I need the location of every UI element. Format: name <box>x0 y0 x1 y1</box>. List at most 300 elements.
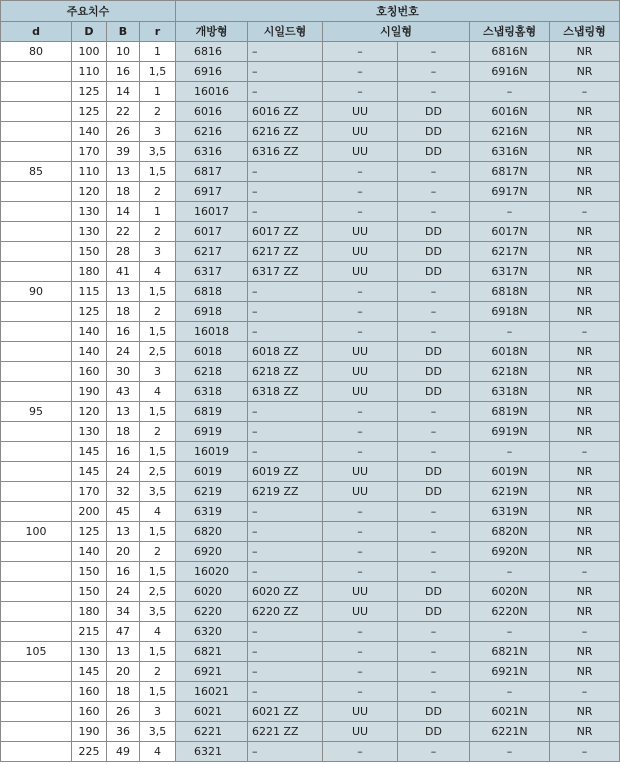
cell-radius-r: 2 <box>140 662 176 682</box>
cell-snap-ring-groove: 6919N <box>470 422 550 442</box>
table-row <box>1 282 620 302</box>
cell-width-b: 45 <box>107 502 140 522</box>
cell-snap-ring: NR <box>550 342 620 362</box>
cell-snap-ring-groove: 6819N <box>470 402 550 422</box>
cell-radius-r: 1,5 <box>140 322 176 342</box>
cell-bore-d <box>1 462 72 482</box>
cell-shield-type: – <box>248 302 323 322</box>
cell-radius-r: 2,5 <box>140 342 176 362</box>
cell-snap-ring: – <box>550 322 620 342</box>
cell-radius-r: 3,5 <box>140 142 176 162</box>
cell-snap-ring: NR <box>550 102 620 122</box>
cell-open-type: 6321 <box>176 742 248 762</box>
cell-bore-d <box>1 222 72 242</box>
main-dimensions-header: 주요치수 <box>1 1 176 22</box>
cell-seal-dd: – <box>398 202 470 222</box>
cell-snap-ring-groove: 6217N <box>470 242 550 262</box>
cell-snap-ring-groove: 6221N <box>470 722 550 742</box>
cell-shield-type: 6216 ZZ <box>248 122 323 142</box>
cell-open-type: 6216 <box>176 122 248 142</box>
cell-seal-uu: UU <box>323 262 398 282</box>
cell-seal-dd: DD <box>398 602 470 622</box>
cell-width-b: 18 <box>107 182 140 202</box>
cell-width-b: 18 <box>107 422 140 442</box>
cell-open-type: 6221 <box>176 722 248 742</box>
cell-bore-d <box>1 362 72 382</box>
cell-seal-dd: – <box>398 322 470 342</box>
cell-seal-dd: – <box>398 282 470 302</box>
cell-shield-type: – <box>248 322 323 342</box>
cell-outer-d: 120 <box>72 182 107 202</box>
cell-radius-r: 1,5 <box>140 62 176 82</box>
cell-snap-ring: – <box>550 82 620 102</box>
cell-snap-ring-groove: 6218N <box>470 362 550 382</box>
cell-snap-ring-groove: – <box>470 682 550 702</box>
cell-width-b: 13 <box>107 522 140 542</box>
cell-shield-type: – <box>248 662 323 682</box>
cell-open-type: 16019 <box>176 442 248 462</box>
cell-width-b: 13 <box>107 162 140 182</box>
cell-radius-r: 2 <box>140 302 176 322</box>
cell-snap-ring-groove: – <box>470 82 550 102</box>
cell-outer-d: 225 <box>72 742 107 762</box>
cell-width-b: 16 <box>107 562 140 582</box>
cell-outer-d: 150 <box>72 582 107 602</box>
cell-bore-d <box>1 602 72 622</box>
cell-radius-r: 1,5 <box>140 562 176 582</box>
cell-shield-type: – <box>248 522 323 542</box>
cell-width-b: 16 <box>107 442 140 462</box>
cell-snap-ring: NR <box>550 42 620 62</box>
cell-shield-type: 6018 ZZ <box>248 342 323 362</box>
cell-width-b: 16 <box>107 62 140 82</box>
cell-outer-d: 190 <box>72 382 107 402</box>
cell-seal-uu: – <box>323 82 398 102</box>
cell-shield-type: 6220 ZZ <box>248 602 323 622</box>
cell-radius-r: 1,5 <box>140 162 176 182</box>
cell-seal-dd: – <box>398 302 470 322</box>
cell-outer-d: 190 <box>72 722 107 742</box>
cell-shield-type: – <box>248 42 323 62</box>
cell-radius-r: 4 <box>140 502 176 522</box>
cell-seal-dd: – <box>398 662 470 682</box>
cell-snap-ring-groove: 6917N <box>470 182 550 202</box>
cell-bore-d <box>1 742 72 762</box>
cell-seal-uu: – <box>323 42 398 62</box>
cell-open-type: 6319 <box>176 502 248 522</box>
cell-radius-r: 1,5 <box>140 402 176 422</box>
cell-seal-dd: DD <box>398 102 470 122</box>
table-row <box>1 382 620 402</box>
cell-snap-ring: NR <box>550 282 620 302</box>
cell-width-b: 20 <box>107 662 140 682</box>
cell-bore-d: 90 <box>1 282 72 302</box>
table-row <box>1 162 620 182</box>
cell-snap-ring: NR <box>550 62 620 82</box>
cell-snap-ring: NR <box>550 362 620 382</box>
cell-seal-uu: UU <box>323 582 398 602</box>
cell-bore-d <box>1 422 72 442</box>
cell-seal-uu: UU <box>323 702 398 722</box>
cell-snap-ring-groove: – <box>470 742 550 762</box>
cell-seal-uu: – <box>323 662 398 682</box>
cell-snap-ring-groove: 6021N <box>470 702 550 722</box>
cell-snap-ring-groove: 6817N <box>470 162 550 182</box>
table-row <box>1 362 620 382</box>
cell-bore-d <box>1 122 72 142</box>
cell-outer-d: 125 <box>72 302 107 322</box>
cell-seal-dd: DD <box>398 702 470 722</box>
cell-outer-d: 160 <box>72 702 107 722</box>
cell-bore-d <box>1 82 72 102</box>
designation-header: 호칭번호 <box>176 1 620 22</box>
cell-radius-r: 2,5 <box>140 462 176 482</box>
cell-seal-dd: DD <box>398 362 470 382</box>
cell-bore-d <box>1 242 72 262</box>
cell-radius-r: 3,5 <box>140 722 176 742</box>
cell-seal-dd: – <box>398 642 470 662</box>
table-row <box>1 262 620 282</box>
cell-shield-type: – <box>248 642 323 662</box>
table-row <box>1 502 620 522</box>
cell-radius-r: 3 <box>140 702 176 722</box>
cell-width-b: 22 <box>107 102 140 122</box>
cell-shield-type: – <box>248 622 323 642</box>
cell-snap-ring: NR <box>550 402 620 422</box>
cell-width-b: 13 <box>107 642 140 662</box>
cell-seal-uu: – <box>323 62 398 82</box>
cell-seal-uu: – <box>323 162 398 182</box>
cell-seal-dd: DD <box>398 722 470 742</box>
cell-radius-r: 2 <box>140 542 176 562</box>
table-row <box>1 742 620 762</box>
table-row <box>1 242 620 262</box>
cell-open-type: 6018 <box>176 342 248 362</box>
cell-shield-type: – <box>248 422 323 442</box>
table-row <box>1 702 620 722</box>
cell-shield-type: – <box>248 502 323 522</box>
cell-open-type: 6818 <box>176 282 248 302</box>
cell-outer-d: 115 <box>72 282 107 302</box>
cell-radius-r: 1 <box>140 82 176 102</box>
table-row <box>1 482 620 502</box>
table-row <box>1 682 620 702</box>
cell-radius-r: 2,5 <box>140 582 176 602</box>
cell-snap-ring: NR <box>550 182 620 202</box>
cell-bore-d <box>1 722 72 742</box>
col-header-d: d <box>1 22 72 42</box>
cell-outer-d: 145 <box>72 662 107 682</box>
cell-open-type: 6317 <box>176 262 248 282</box>
cell-shield-type: 6021 ZZ <box>248 702 323 722</box>
cell-radius-r: 1,5 <box>140 522 176 542</box>
cell-width-b: 24 <box>107 342 140 362</box>
cell-outer-d: 125 <box>72 102 107 122</box>
cell-seal-dd: – <box>398 182 470 202</box>
cell-open-type: 6921 <box>176 662 248 682</box>
cell-seal-dd: – <box>398 622 470 642</box>
cell-outer-d: 125 <box>72 522 107 542</box>
cell-shield-type: – <box>248 62 323 82</box>
cell-seal-uu: UU <box>323 362 398 382</box>
cell-bore-d <box>1 142 72 162</box>
cell-bore-d: 85 <box>1 162 72 182</box>
cell-shield-type: 6221 ZZ <box>248 722 323 742</box>
table-row <box>1 542 620 562</box>
cell-shield-type: 6017 ZZ <box>248 222 323 242</box>
cell-bore-d: 95 <box>1 402 72 422</box>
cell-shield-type: – <box>248 742 323 762</box>
cell-outer-d: 130 <box>72 422 107 442</box>
cell-snap-ring-groove: 6316N <box>470 142 550 162</box>
cell-radius-r: 2 <box>140 222 176 242</box>
cell-seal-uu: – <box>323 402 398 422</box>
cell-radius-r: 3 <box>140 242 176 262</box>
cell-seal-dd: DD <box>398 122 470 142</box>
cell-seal-dd: DD <box>398 382 470 402</box>
cell-outer-d: 145 <box>72 462 107 482</box>
cell-outer-d: 200 <box>72 502 107 522</box>
cell-seal-uu: – <box>323 442 398 462</box>
cell-width-b: 30 <box>107 362 140 382</box>
cell-open-type: 6917 <box>176 182 248 202</box>
cell-seal-uu: UU <box>323 602 398 622</box>
cell-snap-ring: NR <box>550 482 620 502</box>
cell-seal-dd: DD <box>398 482 470 502</box>
cell-snap-ring-groove: – <box>470 622 550 642</box>
cell-open-type: 6821 <box>176 642 248 662</box>
cell-seal-dd: – <box>398 422 470 442</box>
cell-width-b: 49 <box>107 742 140 762</box>
cell-bore-d <box>1 302 72 322</box>
cell-snap-ring: NR <box>550 162 620 182</box>
cell-seal-dd: – <box>398 82 470 102</box>
cell-radius-r: 3,5 <box>140 602 176 622</box>
cell-bore-d <box>1 382 72 402</box>
cell-width-b: 13 <box>107 402 140 422</box>
cell-open-type: 6316 <box>176 142 248 162</box>
cell-bore-d: 80 <box>1 42 72 62</box>
table-row <box>1 522 620 542</box>
cell-radius-r: 4 <box>140 262 176 282</box>
cell-seal-uu: UU <box>323 382 398 402</box>
cell-shield-type: – <box>248 402 323 422</box>
cell-width-b: 14 <box>107 202 140 222</box>
cell-open-type: 16016 <box>176 82 248 102</box>
cell-radius-r: 3 <box>140 122 176 142</box>
cell-seal-uu: – <box>323 542 398 562</box>
cell-shield-type: – <box>248 562 323 582</box>
cell-seal-uu: – <box>323 522 398 542</box>
cell-seal-uu: – <box>323 322 398 342</box>
cell-snap-ring-groove: 6019N <box>470 462 550 482</box>
cell-outer-d: 140 <box>72 322 107 342</box>
cell-open-type: 6218 <box>176 362 248 382</box>
cell-bore-d <box>1 182 72 202</box>
cell-shield-type: 6217 ZZ <box>248 242 323 262</box>
cell-outer-d: 110 <box>72 62 107 82</box>
cell-shield-type: – <box>248 282 323 302</box>
table-row <box>1 142 620 162</box>
cell-shield-type: – <box>248 442 323 462</box>
cell-width-b: 18 <box>107 682 140 702</box>
cell-snap-ring: NR <box>550 582 620 602</box>
cell-snap-ring-groove: 6220N <box>470 602 550 622</box>
cell-outer-d: 130 <box>72 642 107 662</box>
cell-seal-dd: – <box>398 522 470 542</box>
cell-outer-d: 130 <box>72 202 107 222</box>
cell-outer-d: 180 <box>72 602 107 622</box>
cell-width-b: 20 <box>107 542 140 562</box>
table-row <box>1 342 620 362</box>
cell-seal-uu: – <box>323 682 398 702</box>
cell-seal-dd: – <box>398 62 470 82</box>
cell-open-type: 6019 <box>176 462 248 482</box>
cell-seal-uu: – <box>323 182 398 202</box>
cell-seal-dd: – <box>398 502 470 522</box>
cell-snap-ring-groove: 6920N <box>470 542 550 562</box>
cell-snap-ring: NR <box>550 702 620 722</box>
cell-open-type: 6016 <box>176 102 248 122</box>
cell-shield-type: – <box>248 82 323 102</box>
cell-snap-ring: NR <box>550 542 620 562</box>
col-header-snap-ring: 스냅링형 <box>550 22 620 42</box>
cell-snap-ring: NR <box>550 662 620 682</box>
cell-open-type: 16020 <box>176 562 248 582</box>
col-header-width: B <box>107 22 140 42</box>
cell-outer-d: 160 <box>72 682 107 702</box>
cell-outer-d: 145 <box>72 442 107 462</box>
cell-outer-d: 215 <box>72 622 107 642</box>
table-row <box>1 322 620 342</box>
cell-shield-type: 6317 ZZ <box>248 262 323 282</box>
cell-snap-ring-groove: 6017N <box>470 222 550 242</box>
cell-seal-dd: DD <box>398 242 470 262</box>
cell-bore-d <box>1 62 72 82</box>
cell-shield-type: – <box>248 682 323 702</box>
cell-seal-uu: UU <box>323 122 398 142</box>
cell-open-type: 6817 <box>176 162 248 182</box>
table-row <box>1 562 620 582</box>
cell-snap-ring-groove: 6818N <box>470 282 550 302</box>
cell-seal-uu: – <box>323 422 398 442</box>
cell-outer-d: 160 <box>72 362 107 382</box>
cell-outer-d: 110 <box>72 162 107 182</box>
cell-snap-ring: NR <box>550 122 620 142</box>
cell-open-type: 6820 <box>176 522 248 542</box>
cell-shield-type: 6016 ZZ <box>248 102 323 122</box>
cell-bore-d <box>1 662 72 682</box>
table-row <box>1 122 620 142</box>
cell-seal-dd: – <box>398 442 470 462</box>
cell-snap-ring: NR <box>550 462 620 482</box>
cell-snap-ring: – <box>550 202 620 222</box>
table-row <box>1 202 620 222</box>
cell-seal-dd: – <box>398 562 470 582</box>
cell-open-type: 6017 <box>176 222 248 242</box>
cell-bore-d <box>1 262 72 282</box>
cell-seal-dd: – <box>398 402 470 422</box>
cell-snap-ring: NR <box>550 722 620 742</box>
cell-snap-ring: NR <box>550 522 620 542</box>
cell-seal-uu: UU <box>323 462 398 482</box>
cell-snap-ring: NR <box>550 222 620 242</box>
cell-open-type: 6920 <box>176 542 248 562</box>
cell-snap-ring: NR <box>550 142 620 162</box>
cell-open-type: 16021 <box>176 682 248 702</box>
col-header-shield-type: 시일드형 <box>248 22 323 42</box>
cell-snap-ring-groove: – <box>470 562 550 582</box>
table-row <box>1 642 620 662</box>
cell-seal-uu: – <box>323 642 398 662</box>
cell-snap-ring-groove: 6820N <box>470 522 550 542</box>
cell-snap-ring: – <box>550 622 620 642</box>
cell-seal-uu: UU <box>323 722 398 742</box>
cell-snap-ring-groove: 6921N <box>470 662 550 682</box>
cell-open-type: 6916 <box>176 62 248 82</box>
cell-width-b: 13 <box>107 282 140 302</box>
cell-open-type: 6919 <box>176 422 248 442</box>
cell-outer-d: 150 <box>72 562 107 582</box>
cell-snap-ring-groove: 6318N <box>470 382 550 402</box>
cell-shield-type: 6316 ZZ <box>248 142 323 162</box>
cell-outer-d: 150 <box>72 242 107 262</box>
cell-snap-ring-groove: 6821N <box>470 642 550 662</box>
cell-outer-d: 140 <box>72 542 107 562</box>
table-body <box>1 42 620 762</box>
cell-bore-d <box>1 102 72 122</box>
cell-seal-dd: DD <box>398 462 470 482</box>
cell-width-b: 14 <box>107 82 140 102</box>
table-row <box>1 222 620 242</box>
cell-bore-d <box>1 342 72 362</box>
cell-shield-type: – <box>248 162 323 182</box>
cell-radius-r: 1,5 <box>140 282 176 302</box>
cell-open-type: 6918 <box>176 302 248 322</box>
cell-shield-type: 6218 ZZ <box>248 362 323 382</box>
cell-shield-type: 6318 ZZ <box>248 382 323 402</box>
cell-radius-r: 1,5 <box>140 642 176 662</box>
cell-seal-dd: DD <box>398 142 470 162</box>
cell-seal-dd: – <box>398 742 470 762</box>
cell-width-b: 24 <box>107 582 140 602</box>
cell-seal-uu: – <box>323 202 398 222</box>
cell-open-type: 6816 <box>176 42 248 62</box>
cell-shield-type: – <box>248 182 323 202</box>
col-header-radius: r <box>140 22 176 42</box>
cell-seal-uu: – <box>323 562 398 582</box>
table-row <box>1 62 620 82</box>
col-header-outer-diameter: D <box>72 22 107 42</box>
cell-open-type: 6021 <box>176 702 248 722</box>
cell-snap-ring: NR <box>550 382 620 402</box>
table-row <box>1 422 620 442</box>
cell-open-type: 6318 <box>176 382 248 402</box>
cell-seal-uu: – <box>323 622 398 642</box>
cell-open-type: 6220 <box>176 602 248 622</box>
cell-width-b: 24 <box>107 462 140 482</box>
cell-width-b: 26 <box>107 702 140 722</box>
cell-bore-d <box>1 202 72 222</box>
table-row <box>1 302 620 322</box>
cell-bore-d <box>1 682 72 702</box>
cell-snap-ring: – <box>550 742 620 762</box>
cell-width-b: 28 <box>107 242 140 262</box>
cell-radius-r: 1,5 <box>140 682 176 702</box>
cell-seal-dd: – <box>398 162 470 182</box>
cell-width-b: 43 <box>107 382 140 402</box>
cell-seal-dd: DD <box>398 262 470 282</box>
